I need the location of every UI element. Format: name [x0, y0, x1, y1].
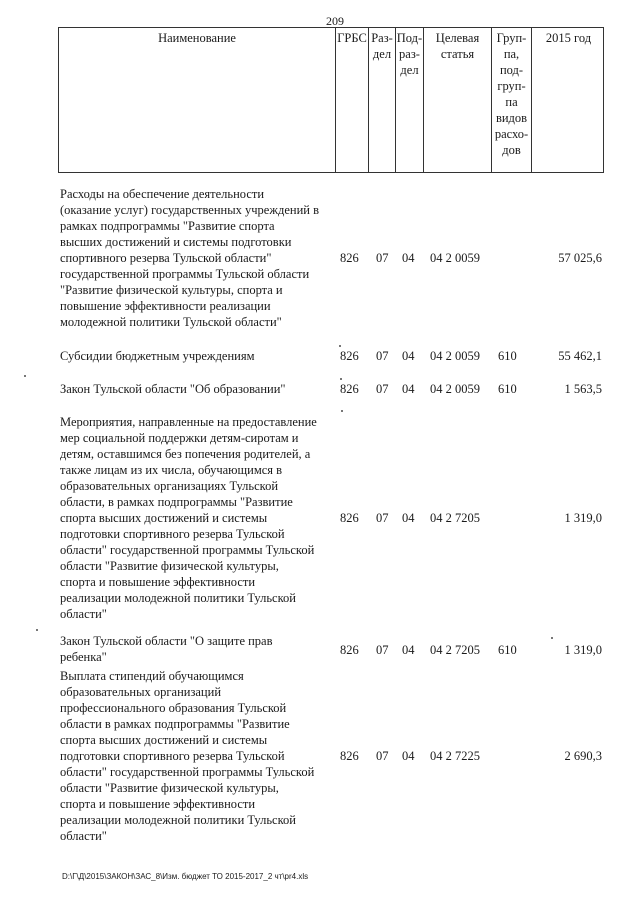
row-target: 04 2 0059: [430, 251, 480, 265]
row-podrazdel: 04: [402, 382, 415, 396]
row-grbs: 826: [340, 251, 359, 265]
header-target: Целевая статья: [423, 28, 491, 172]
row-group: 610: [498, 382, 517, 396]
row-razdel: 07: [376, 349, 389, 363]
row-target: 04 2 0059: [430, 349, 480, 363]
row-amount: 57 025,6: [558, 251, 602, 265]
header-podrazdel: Под- раз- дел: [395, 28, 423, 172]
row-name: Закон Тульской области "О защите прав ребенка": [60, 634, 273, 664]
row-grbs: 826: [340, 382, 359, 396]
row-amount: 1 319,0: [564, 511, 602, 525]
row-grbs: 826: [340, 749, 359, 763]
row-razdel: 07: [376, 511, 389, 525]
page-number: 209: [326, 14, 344, 28]
scan-mark: [340, 378, 342, 380]
header-grbs: ГРБС: [335, 28, 368, 172]
row-podrazdel: 04: [402, 251, 415, 265]
row-target: 04 2 7205: [430, 643, 480, 657]
row-razdel: 07: [376, 382, 389, 396]
row-target: 04 2 7205: [430, 511, 480, 525]
row-group: 610: [498, 349, 517, 363]
row-target: 04 2 0059: [430, 382, 480, 396]
table-header: [58, 27, 604, 173]
scan-mark: [551, 637, 553, 639]
table-row: [60, 348, 606, 366]
row-amount: 1 563,5: [564, 382, 602, 396]
table-row: [60, 186, 606, 336]
row-amount: 55 462,1: [558, 349, 602, 363]
row-amount: 2 690,3: [564, 749, 602, 763]
row-grbs: 826: [340, 643, 359, 657]
row-grbs: 826: [340, 349, 359, 363]
header-group: Груп- па, под- груп- па видов расхо- дов: [491, 28, 531, 172]
header-razdel: Раз- дел: [368, 28, 395, 172]
table-row: [60, 668, 606, 848]
scan-mark: [24, 375, 26, 377]
scan-mark: [339, 345, 341, 347]
header-year: 2015 год: [531, 28, 605, 172]
row-name: Субсидии бюджетным учреждениям: [60, 349, 255, 363]
scan-mark: [341, 410, 343, 412]
row-name: Мероприятия, направленные на предоставление мер социальной поддержки детям-сиротам и детям, оставшимся без попечения родителей, а также лицам из их числа, обучающимся в образовательных организациях Тульской области, в рамках подпрограммы "Развитие спорта высших достижений и системы подготовки спортивного резерва Тульской области" государственной программы Тульской области "Развитие физической культуры, спорта и повышение эффективности реализации молодежной политики Тульской области": [60, 415, 317, 621]
header-name: Наименование: [158, 31, 236, 45]
scan-mark: [36, 629, 38, 631]
table-row: [60, 414, 606, 626]
row-name: Выплата стипендий обучающимся образовательных организаций профессионального образования Тульской области в рамках подпрограммы "Развитие спорта высших достижений и системы подготовки спортивного резерва Тульской области" государственной программы Тульской области "Развитие физической культуры, спорта и повышение эффективности реализации молодежной политики Тульской области": [60, 669, 315, 843]
file-path-footer: D:\Г\Д\2015\ЗАКОН\ЗАС_8\Изм. бюджет ТО 2015-2017_2 чт\pr4.xls: [62, 872, 309, 881]
row-podrazdel: 04: [402, 749, 415, 763]
row-razdel: 07: [376, 643, 389, 657]
row-razdel: 07: [376, 251, 389, 265]
row-podrazdel: 04: [402, 643, 415, 657]
row-podrazdel: 04: [402, 511, 415, 525]
row-name: Закон Тульской области "Об образовании": [60, 382, 286, 396]
row-amount: 1 319,0: [564, 643, 602, 657]
table-row: [60, 381, 606, 399]
row-podrazdel: 04: [402, 349, 415, 363]
row-name: Расходы на обеспечение деятельности (оказание услуг) государственных учреждений в рамках подпрограммы "Развитие спорта высших достижений и системы подготовки спортивного резерва Тульской области" государственной программы Тульской области "Развитие физической культуры, спорта и повышение эффективности реализации молодежной политики Тульской области": [60, 187, 319, 329]
row-razdel: 07: [376, 749, 389, 763]
table-row: [60, 633, 606, 667]
row-target: 04 2 7225: [430, 749, 480, 763]
row-group: 610: [498, 643, 517, 657]
row-grbs: 826: [340, 511, 359, 525]
